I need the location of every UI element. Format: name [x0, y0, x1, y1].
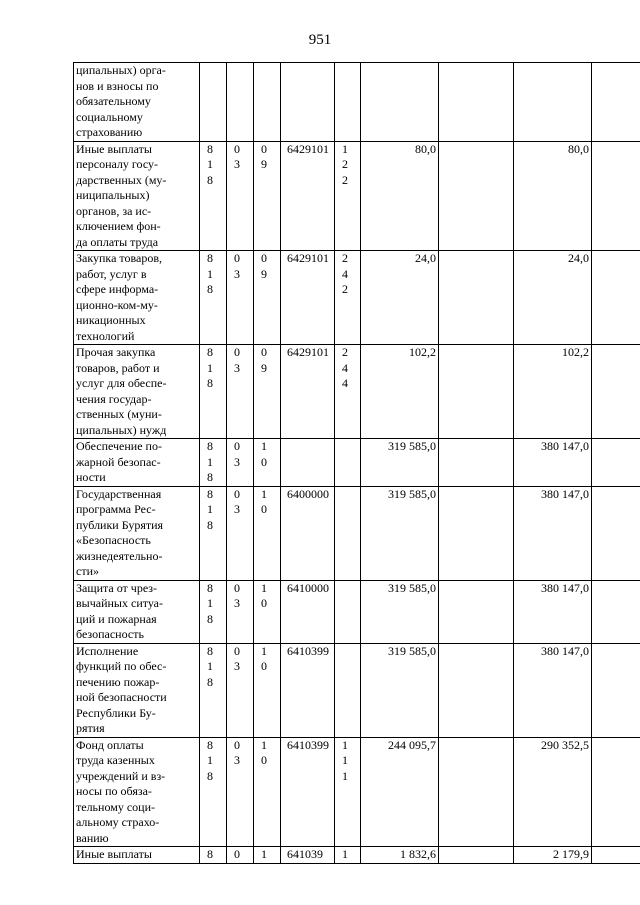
- row-name-line: жарной безопас-: [76, 454, 161, 469]
- expense-type-code-cell: [335, 63, 361, 142]
- row-name-line: Государственная: [76, 486, 162, 501]
- section-code-cell: [227, 141, 254, 251]
- row-name-line: товаров, работ и: [76, 360, 160, 375]
- empty-cell: [439, 643, 514, 737]
- amount-year-1: 319 585,0: [361, 580, 439, 643]
- ministry-code-cell: [200, 345, 227, 439]
- section-code-cell: [227, 847, 254, 864]
- row-name-line: тельному соци-: [76, 799, 155, 814]
- row-name-line: обязательному: [76, 94, 151, 108]
- expense-type-code-cell: [335, 439, 361, 487]
- row-name-cell: [74, 643, 200, 737]
- amount-year-1: 24,0: [361, 251, 439, 345]
- row-name-line: безопасность: [76, 627, 144, 641]
- empty-cell: [592, 141, 640, 251]
- ministry-code-cell: [200, 737, 227, 847]
- section-code-cell: [227, 251, 254, 345]
- row-name-line: ности: [76, 470, 106, 484]
- amount-year-2: 2 179,9: [514, 847, 592, 864]
- empty-cell: [439, 345, 514, 439]
- table-row: [74, 847, 640, 864]
- row-name-line: услуг для обеспе-: [76, 376, 167, 390]
- amount-year-2: 80,0: [514, 141, 592, 251]
- section-code: 03: [234, 643, 240, 673]
- expense-type-code: 242: [342, 251, 348, 296]
- section-code-cell: [227, 345, 254, 439]
- empty-cell: [439, 580, 514, 643]
- amount-year-1: 319 585,0: [361, 486, 439, 580]
- row-name-line: социальному: [76, 109, 143, 124]
- target-code-cell: [281, 643, 335, 737]
- amount-year-2: [514, 63, 592, 142]
- row-name-line: Закупка товаров,: [76, 251, 162, 265]
- row-name-cell: [74, 486, 200, 580]
- amount-year-1: [361, 63, 439, 142]
- row-name-line: работ, услуг в: [76, 266, 147, 281]
- row-name-line: печению пожар-: [76, 674, 160, 689]
- row-name-cell: [74, 345, 200, 439]
- row-name-cell: [74, 847, 200, 864]
- row-name-cell: [74, 580, 200, 643]
- ministry-code-cell: [200, 847, 227, 864]
- ministry-code-cell: [200, 643, 227, 737]
- expense-type-code: 122: [342, 141, 348, 187]
- amount-year-2: 380 147,0: [514, 439, 592, 487]
- expense-type-code-cell: [335, 737, 361, 847]
- expense-type-code-cell: [335, 847, 361, 864]
- target-code: 6410000: [287, 580, 329, 595]
- section-code-cell: [227, 63, 254, 142]
- row-name-line: альному страхо-: [76, 815, 160, 829]
- target-code: 641039: [287, 847, 323, 861]
- amount-year-1: 80,0: [361, 141, 439, 251]
- amount-year-1: 244 095,7: [361, 737, 439, 847]
- expense-type-code-cell: [335, 643, 361, 737]
- empty-cell: [439, 251, 514, 345]
- expense-type-code: 244: [342, 345, 348, 390]
- section-code: 03: [234, 345, 240, 375]
- target-code-cell: [281, 345, 335, 439]
- row-name-line: Иные выплаты: [76, 847, 152, 861]
- ministry-code: 8: [207, 847, 213, 861]
- empty-cell: [592, 63, 640, 142]
- row-name-line: чения государ-: [76, 391, 152, 406]
- section-code: 03: [234, 439, 240, 469]
- target-code: 6429101: [287, 141, 329, 156]
- row-name-line: ципальных) нужд: [76, 422, 167, 437]
- row-name-line: программа Рес-: [76, 502, 156, 516]
- table-row: [74, 737, 640, 847]
- row-name-cell: [74, 141, 200, 251]
- amount-year-1: 1 832,6: [361, 847, 439, 864]
- target-code: 6400000: [287, 486, 329, 501]
- target-code: 6429101: [287, 345, 329, 359]
- ministry-code-cell: [200, 251, 227, 345]
- row-name-line: Республики Бу-: [76, 705, 156, 720]
- row-name-line: органов, за ис-: [76, 203, 152, 218]
- section-code: 03: [234, 580, 240, 610]
- row-name-line: страхованию: [76, 125, 143, 139]
- row-name-line: ниципальных): [76, 188, 150, 202]
- subsection-code: 09: [261, 141, 267, 171]
- row-name-line: дарственных (му-: [76, 172, 167, 187]
- empty-cell: [592, 251, 640, 345]
- section-code: 03: [234, 486, 240, 516]
- target-code: 6410399: [287, 737, 329, 752]
- table-row: [74, 251, 640, 345]
- row-name-line: ванию: [76, 830, 109, 845]
- row-name-line: Прочая закупка: [76, 345, 156, 359]
- target-code-cell: [281, 439, 335, 487]
- ministry-code: 818: [207, 141, 213, 187]
- section-code-cell: [227, 580, 254, 643]
- row-name-line: сти»: [76, 564, 99, 578]
- row-name-line: никационных: [76, 313, 146, 327]
- subsection-code: 10: [261, 643, 267, 673]
- empty-cell: [592, 847, 640, 864]
- amount-year-2: 380 147,0: [514, 580, 592, 643]
- row-name-line: носы по обяза-: [76, 784, 152, 798]
- target-code-cell: [281, 486, 335, 580]
- amount-year-2: 380 147,0: [514, 643, 592, 737]
- section-code-cell: [227, 643, 254, 737]
- table-row: [74, 643, 640, 737]
- target-code-cell: [281, 847, 335, 864]
- row-name-line: персоналу госу-: [76, 157, 159, 171]
- row-name-line: Исполнение: [76, 643, 139, 658]
- section-code-cell: [227, 737, 254, 847]
- subsection-code-cell: [254, 580, 281, 643]
- target-code: 6410399: [287, 643, 329, 658]
- ministry-code: 818: [207, 439, 213, 484]
- row-name-cell: [74, 63, 200, 142]
- budget-table-body: [74, 63, 640, 864]
- expense-type-code-cell: [335, 486, 361, 580]
- table-row: [74, 439, 640, 487]
- empty-cell: [439, 486, 514, 580]
- subsection-code-cell: [254, 737, 281, 847]
- ministry-code: 818: [207, 643, 213, 689]
- ministry-code: 818: [207, 345, 213, 390]
- table-row: [74, 141, 640, 251]
- subsection-code-cell: [254, 141, 281, 251]
- target-code-cell: [281, 251, 335, 345]
- amount-year-2: 380 147,0: [514, 486, 592, 580]
- section-code: 03: [234, 737, 240, 767]
- row-name-line: сфере информа-: [76, 282, 159, 296]
- amount-year-2: 102,2: [514, 345, 592, 439]
- subsection-code: 1: [261, 847, 267, 861]
- section-code: 03: [234, 141, 240, 171]
- empty-cell: [439, 63, 514, 142]
- expense-type-code: 111: [342, 737, 348, 783]
- table-row: [74, 63, 640, 142]
- row-name-line: ной безопасности: [76, 690, 167, 704]
- row-name-line: ключением фон-: [76, 219, 161, 233]
- row-name-line: «Безопасность: [76, 533, 151, 547]
- subsection-code-cell: [254, 439, 281, 487]
- section-code-cell: [227, 439, 254, 487]
- empty-cell: [592, 439, 640, 487]
- row-name-line: учреждений и вз-: [76, 768, 166, 783]
- row-name-line: жизнедеятельно-: [76, 548, 163, 563]
- empty-cell: [439, 737, 514, 847]
- row-name-cell: [74, 439, 200, 487]
- section-code-cell: [227, 486, 254, 580]
- row-name-line: ций и пожарная: [76, 611, 157, 626]
- section-code: 0: [234, 847, 240, 861]
- row-name-line: ционно-ком-му-: [76, 297, 158, 312]
- subsection-code: 09: [261, 251, 267, 281]
- row-name-line: Иные выплаты: [76, 141, 152, 156]
- row-name-line: да оплаты труда: [76, 234, 159, 249]
- subsection-code-cell: [254, 63, 281, 142]
- row-name-line: функций по обес-: [76, 659, 167, 673]
- empty-cell: [592, 580, 640, 643]
- section-code: 03: [234, 251, 240, 281]
- expense-type-code: 1: [342, 847, 348, 861]
- row-name-line: рятия: [76, 721, 105, 735]
- expense-type-code-cell: [335, 345, 361, 439]
- row-name-line: нов и взносы по: [76, 78, 159, 93]
- expense-type-code-cell: [335, 251, 361, 345]
- expense-type-code-cell: [335, 141, 361, 251]
- amount-year-1: 102,2: [361, 345, 439, 439]
- table-row: [74, 486, 640, 580]
- ministry-code: 818: [207, 580, 213, 626]
- row-name-cell: [74, 737, 200, 847]
- amount-year-1: 319 585,0: [361, 643, 439, 737]
- empty-cell: [439, 439, 514, 487]
- target-code: 6429101: [287, 251, 329, 265]
- row-name-line: ственных (муни-: [76, 407, 162, 421]
- empty-cell: [592, 737, 640, 847]
- row-name-line: Обеспечение по-: [76, 439, 162, 453]
- target-code-cell: [281, 580, 335, 643]
- row-name-line: Фонд оплаты: [76, 737, 144, 752]
- row-name-line: технологий: [76, 328, 135, 343]
- ministry-code: 818: [207, 251, 213, 296]
- table-row: [74, 345, 640, 439]
- ministry-code: 818: [207, 737, 213, 783]
- subsection-code: 10: [261, 486, 267, 516]
- empty-cell: [592, 643, 640, 737]
- target-code-cell: [281, 737, 335, 847]
- subsection-code: 10: [261, 580, 267, 610]
- subsection-code: 10: [261, 439, 267, 469]
- subsection-code-cell: [254, 345, 281, 439]
- ministry-code-cell: [200, 141, 227, 251]
- row-name-line: труда казенных: [76, 753, 155, 767]
- row-name-line: вычайных ситуа-: [76, 596, 163, 610]
- subsection-code: 09: [261, 345, 267, 375]
- subsection-code-cell: [254, 643, 281, 737]
- amount-year-2: 290 352,5: [514, 737, 592, 847]
- empty-cell: [439, 141, 514, 251]
- amount-year-2: 24,0: [514, 251, 592, 345]
- target-code-cell: [281, 63, 335, 142]
- expense-type-code-cell: [335, 580, 361, 643]
- page-number: 951: [308, 32, 332, 48]
- row-name-line: Защита от чрез-: [76, 580, 158, 595]
- target-code-cell: [281, 141, 335, 251]
- subsection-code-cell: [254, 847, 281, 864]
- row-name-cell: [74, 251, 200, 345]
- row-name-line: ципальных) орга-: [76, 63, 166, 77]
- empty-cell: [439, 847, 514, 864]
- ministry-code-cell: [200, 63, 227, 142]
- ministry-code-cell: [200, 580, 227, 643]
- budget-table: [73, 62, 640, 864]
- row-name-line: публики Бурятия: [76, 517, 164, 532]
- ministry-code: 818: [207, 486, 213, 532]
- subsection-code-cell: [254, 251, 281, 345]
- subsection-code: 10: [261, 737, 267, 767]
- amount-year-1: 319 585,0: [361, 439, 439, 487]
- table-row: [74, 580, 640, 643]
- ministry-code-cell: [200, 439, 227, 487]
- ministry-code-cell: [200, 486, 227, 580]
- subsection-code-cell: [254, 486, 281, 580]
- empty-cell: [592, 486, 640, 580]
- empty-cell: [592, 345, 640, 439]
